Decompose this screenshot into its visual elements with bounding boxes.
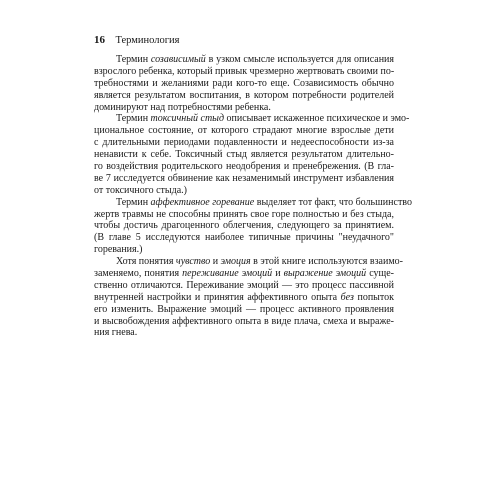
text-run: суще- bbox=[366, 268, 395, 280]
text-run: является результатом воспитания, в котором потребности родителей bbox=[94, 89, 394, 101]
text-line bbox=[94, 78, 394, 90]
text-line bbox=[94, 137, 394, 149]
text-run: его изменить. Выражение эмоций — процесс активного проявления bbox=[94, 303, 394, 315]
text-run: циональное состояние, от которого страдают многие взрослые дети bbox=[94, 125, 394, 137]
text-run: и bbox=[210, 256, 221, 268]
italic-term: созависимый bbox=[150, 54, 206, 65]
text-line bbox=[94, 149, 394, 161]
italic-term: без bbox=[340, 291, 354, 303]
text-run: заменяемо, понятия bbox=[94, 268, 183, 280]
text-line bbox=[94, 327, 394, 339]
italic-term: чувство bbox=[175, 256, 211, 268]
text-line bbox=[94, 113, 410, 125]
text-line bbox=[94, 209, 394, 221]
text-line bbox=[94, 161, 394, 173]
text-run: взрослого ребенка, который привык чрезмерно жертвовать своими по- bbox=[94, 65, 395, 77]
text-line bbox=[94, 125, 394, 137]
italic-term: эмоция bbox=[220, 256, 251, 268]
text-run: ственно отличаются. Переживание эмоций — это процесс пассивной bbox=[94, 279, 394, 291]
running-header bbox=[94, 34, 180, 46]
text-run: в этой книге используются взаимо- bbox=[250, 256, 404, 268]
text-run: описывает искаженное психическое и эмо- bbox=[224, 113, 410, 125]
text-run: Термин bbox=[116, 196, 151, 208]
italic-term: переживание эмоций bbox=[182, 268, 273, 280]
text-run: (В главе 5 исследуются наиболее типичные причины "неудачного" bbox=[94, 232, 394, 244]
text-run: горевания.) bbox=[94, 244, 143, 256]
text-run: Термин bbox=[116, 54, 151, 65]
text-run: в узком смысле используется для описания bbox=[205, 54, 395, 65]
text-line bbox=[94, 102, 394, 114]
text-line bbox=[94, 256, 404, 268]
paragraph bbox=[94, 256, 404, 339]
text-run: внутренней настройки и принятия аффективного опыта bbox=[94, 291, 341, 303]
text-line bbox=[94, 280, 394, 292]
body-text bbox=[94, 54, 412, 339]
text-run: жертв травмы не способны принять свое горе полностью и без стыда, bbox=[94, 208, 394, 220]
text-run: и высвобождения аффективного опыта в виде плача, смеха и выраже- bbox=[94, 315, 394, 327]
text-line bbox=[94, 304, 394, 316]
text-line bbox=[94, 232, 394, 244]
text-run: ве 7 исследуется обвинение как незаменимый инструмент избавления bbox=[94, 172, 394, 184]
text-run: ненависти к себе. Токсичный стыд является результатом длительно- bbox=[94, 149, 394, 161]
italic-term: токсичный стыд bbox=[150, 113, 224, 125]
text-run: го воздействия родительского неодобрения и пренебрежения. (В гла- bbox=[94, 161, 394, 173]
italic-term: аффективное горевание bbox=[150, 196, 255, 208]
text-line bbox=[94, 220, 394, 232]
text-line bbox=[94, 54, 394, 66]
text-line bbox=[94, 173, 394, 185]
text-run: с длительными периодами подавленности и недееспособности из-за bbox=[94, 137, 394, 149]
paragraph bbox=[94, 113, 410, 196]
text-run: доминируют над потребностями ребенка. bbox=[94, 101, 271, 113]
text-line bbox=[94, 90, 394, 102]
text-line bbox=[94, 196, 412, 209]
text-line bbox=[94, 268, 394, 280]
text-run: и bbox=[272, 268, 284, 280]
running-title: Терминология bbox=[115, 35, 180, 46]
text-run: от токсичного стыда.) bbox=[94, 184, 187, 196]
paragraph bbox=[94, 54, 394, 113]
text-run: чтобы достичь драгоценного облегчения, следующего за принятием. bbox=[94, 220, 394, 232]
text-run: требностями и желаниями ради кого-то еще. Созависимость обычно bbox=[94, 77, 394, 89]
text-run: ния гнева. bbox=[94, 327, 138, 339]
text-run: Хотя понятия bbox=[116, 256, 176, 268]
text-line bbox=[94, 316, 394, 328]
text-run: попыток bbox=[353, 291, 394, 303]
italic-term: выражение эмоций bbox=[283, 268, 367, 280]
text-line bbox=[94, 66, 394, 78]
page-number: 16 bbox=[94, 34, 105, 46]
text-line bbox=[94, 244, 394, 256]
text-line bbox=[94, 185, 394, 197]
text-run: Термин bbox=[116, 113, 151, 125]
text-line bbox=[94, 292, 394, 304]
paragraph bbox=[94, 196, 412, 256]
text-run: выделяет тот факт, что большинство bbox=[254, 196, 412, 208]
